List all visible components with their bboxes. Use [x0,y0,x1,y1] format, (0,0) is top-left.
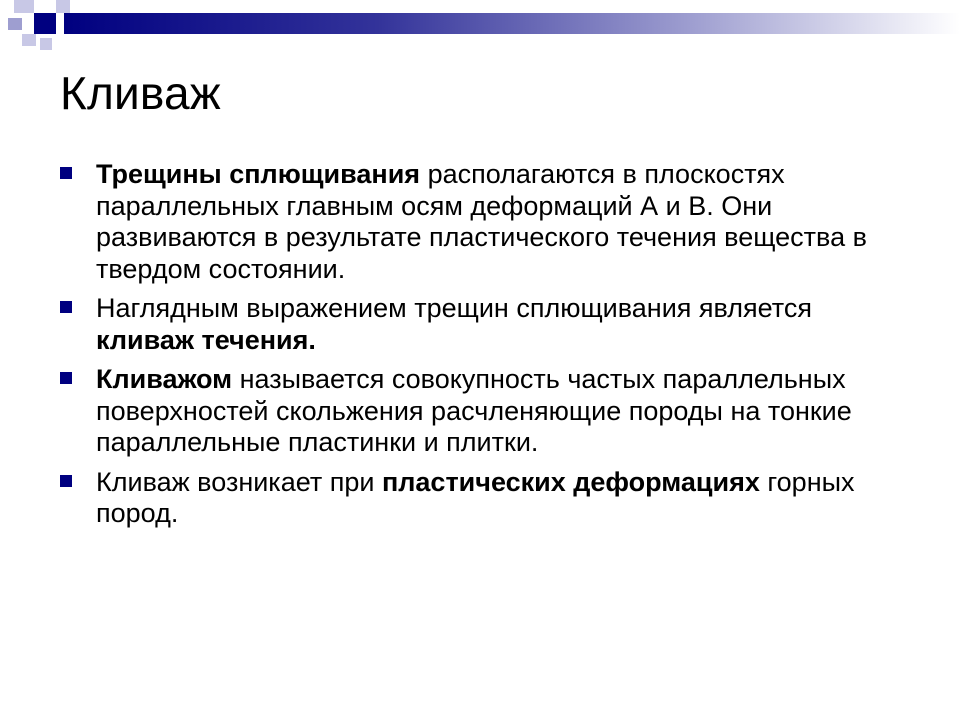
bullet-bold-phrase: кливаж течения. [96,324,316,355]
header-decoration [0,0,960,60]
bullet-text [96,467,855,529]
decor-square-6 [40,38,52,50]
bullet-bold-phrase: пластических деформациях [381,466,760,497]
bullet-phrase: Кливаж возникает при [96,466,382,497]
bullet-phrase: горных пород. [96,466,855,528]
slide-title: Кливаж [60,67,221,119]
bullet-item [0,159,960,285]
bullet-phrase: Наглядным выражением трещин сплющивания является [96,293,812,323]
bullet-text [96,364,852,457]
bullet-phrase: называется совокупность частых параллельных поверхностей скольжения расчленяющие породы на тонкие параллельные пластинки и плитки. [96,364,852,457]
bullet-item [0,467,960,530]
square-bullet-icon [60,167,72,179]
bullet-bold-phrase: Кливажом [96,364,233,394]
bullet-bold-phrase: Трещины сплющивания [96,159,421,189]
decor-square-3 [34,13,56,34]
bullet-list [0,159,960,538]
square-bullet-icon [60,372,72,384]
decor-square-5 [22,34,36,46]
square-bullet-icon [60,301,72,313]
bullet-item [0,364,960,459]
bullet-item [0,293,960,356]
decor-square-4 [8,18,22,30]
decor-square-1 [14,0,34,13]
square-bullet-icon [60,475,72,487]
decor-square-2 [56,0,70,13]
bullet-phrase: располагаются в плоскостях параллельных главным осям деформаций А и В. Они развиваются в результате пластического течения вещества в твердом состоянии. [96,159,867,284]
bullet-text [96,159,867,284]
bullet-text [96,293,812,355]
header-gradient-bar [64,13,960,34]
